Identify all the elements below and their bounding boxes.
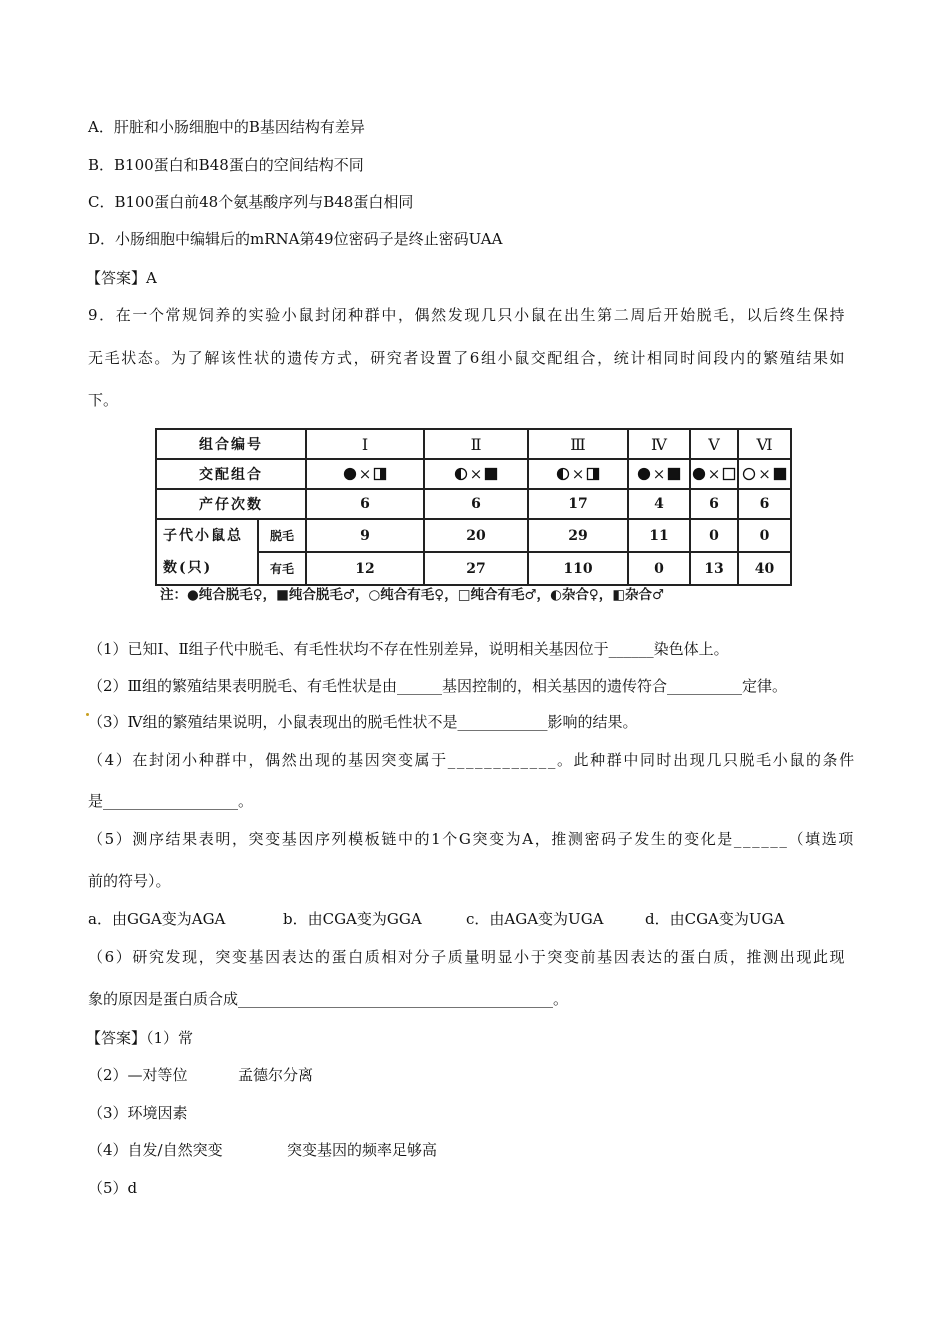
half-female-symbol-icon — [556, 467, 570, 481]
option-a: A．肝脏和小肠细胞中的B基因结构有差异 — [88, 118, 365, 136]
option-b: B．B100蛋白和B48蛋白的空间结构不同 — [88, 156, 364, 174]
hairless-value: 29 — [528, 519, 628, 552]
haired-value: 110 — [528, 552, 628, 585]
empty-female-symbol-icon — [742, 467, 756, 481]
offspring-label-line1: 子代小鼠总 — [163, 528, 243, 544]
question-9-line3: 下。 — [88, 391, 119, 409]
cross-label: 交配组合 — [156, 459, 306, 489]
cross-cell — [738, 459, 791, 489]
answer-prev: 【答案】A — [86, 269, 157, 287]
hairless-value: 9 — [306, 519, 424, 552]
cross-times-icon: × — [571, 465, 585, 483]
empty-male-symbol-icon — [722, 467, 736, 481]
question-9-line2: 无毛状态。为了解该性状的遗传方式，研究者设置了6组小鼠交配组合，统计相同时间段内的繁殖结果如 — [88, 349, 847, 367]
group-numeral: Ⅴ — [690, 429, 738, 459]
half-male-symbol-icon — [373, 467, 387, 481]
choice-d: d．由CGA变为UGA — [645, 910, 785, 928]
sub-question-5-line2: 前的符号）。 — [88, 872, 171, 890]
hairless-value: 0 — [738, 519, 791, 552]
cross-cell — [528, 459, 628, 489]
times-value: 6 — [306, 489, 424, 519]
cross-cell — [306, 459, 424, 489]
answer-line-1: 【答案】（1）常 — [86, 1029, 194, 1047]
half-male-symbol-icon — [586, 467, 600, 481]
hairless-value: 20 — [424, 519, 528, 552]
haired-value: 13 — [690, 552, 738, 585]
full-male-symbol-icon — [773, 467, 787, 481]
group-numeral: Ⅳ — [628, 429, 690, 459]
cross-cell — [628, 459, 690, 489]
cross-times-icon: × — [707, 465, 721, 483]
haired-value: 12 — [306, 552, 424, 585]
sub-question-2: （2）Ⅲ组的繁殖结果表明脱毛、有毛性状是由______基因控制的，相关基因的遗传符合__________定律。 — [88, 677, 788, 695]
answer-4-part2: 突变基因的频率足够高 — [287, 1141, 438, 1159]
sub-question-5-line1: （5）测序结果表明，突变基因序列模板链中的1个G突变为A，推测密码子发生的变化是______（填选项 — [88, 830, 855, 848]
haired-value: 0 — [628, 552, 690, 585]
cross-times-icon: × — [652, 465, 666, 483]
table-note: 注：●纯合脱毛♀，■纯合脱毛♂，○纯合有毛♀，□纯合有毛♂，◐杂合♀，◧杂合♂ — [160, 587, 665, 603]
sub-question-6-line2: 象的原因是蛋白质合成__________________________________________。 — [88, 990, 569, 1008]
option-c: C．B100蛋白前48个氨基酸序列与B48蛋白相同 — [88, 193, 414, 211]
choice-c: c．由AGA变为UGA — [466, 910, 604, 928]
full-female-symbol-icon — [637, 467, 651, 481]
cross-cell — [690, 459, 738, 489]
hairless-value: 0 — [690, 519, 738, 552]
answer-line-5: （5）d — [88, 1179, 138, 1197]
full-male-symbol-icon — [667, 467, 681, 481]
full-female-symbol-icon — [692, 467, 706, 481]
sub-question-4-line2: 是__________________。 — [88, 792, 254, 810]
group-numeral: Ⅵ — [738, 429, 791, 459]
mating-table — [155, 428, 792, 586]
cross-times-icon: × — [758, 465, 771, 483]
cross-times-icon: × — [358, 465, 372, 483]
cross-cell — [424, 459, 528, 489]
sub-question-1: （1）已知Ⅰ、Ⅱ组子代中脱毛、有毛性状均不存在性别差异，说明相关基因位于______染色体上。 — [88, 640, 729, 658]
full-male-symbol-icon — [484, 467, 498, 481]
haired-value: 40 — [738, 552, 791, 585]
choice-b: b．由CGA变为GGA — [283, 910, 422, 928]
group-numeral: Ⅱ — [424, 429, 528, 459]
group-numeral: Ⅰ — [306, 429, 424, 459]
sub-question-4-line1: （4）在封闭小种群中，偶然出现的基因突变属于____________。此种群中同时出现几只脱毛小鼠的条件 — [88, 751, 856, 769]
full-female-symbol-icon — [343, 467, 357, 481]
half-female-symbol-icon — [454, 467, 468, 481]
hairless-label: 脱毛 — [258, 519, 306, 552]
hairless-value: 11 — [628, 519, 690, 552]
answer-4-part1: （4）自发/自然突变 — [88, 1141, 223, 1159]
cross-times-icon: × — [469, 465, 483, 483]
times-value: 6 — [690, 489, 738, 519]
haired-value: 27 — [424, 552, 528, 585]
option-d: D．小肠细胞中编辑后的mRNA第49位密码子是终止密码UAA — [88, 230, 503, 248]
times-value: 6 — [424, 489, 528, 519]
sub-question-6-line1: （6）研究发现，突变基因表达的蛋白质相对分子质量明显小于突变前基因表达的蛋白质，推测出现此现 — [88, 948, 847, 966]
group-numeral: Ⅲ — [528, 429, 628, 459]
times-value: 6 — [738, 489, 791, 519]
question-9-line1: 9．在一个常规饲养的实验小鼠封闭种群中，偶然发现几只小鼠在出生第二周后开始脱毛，以后终生保持 — [88, 306, 847, 324]
offspring-label-line2: 数(只) — [163, 560, 213, 576]
times-value: 4 — [628, 489, 690, 519]
times-value: 17 — [528, 489, 628, 519]
answer-2-part1: （2）—对等位 — [88, 1066, 188, 1084]
choice-a: a．由GGA变为AGA — [88, 910, 226, 928]
offspring-label — [156, 519, 258, 585]
times-label: 产仔次数 — [156, 489, 306, 519]
header-label: 组合编号 — [156, 429, 306, 459]
answer-2-part2: 孟德尔分离 — [238, 1066, 314, 1084]
answer-line-3: （3）环境因素 — [88, 1104, 188, 1122]
haired-label: 有毛 — [258, 552, 306, 585]
sub-question-3: （3）Ⅳ组的繁殖结果说明，小鼠表现出的脱毛性状不是____________影响的结果。 — [88, 713, 638, 731]
